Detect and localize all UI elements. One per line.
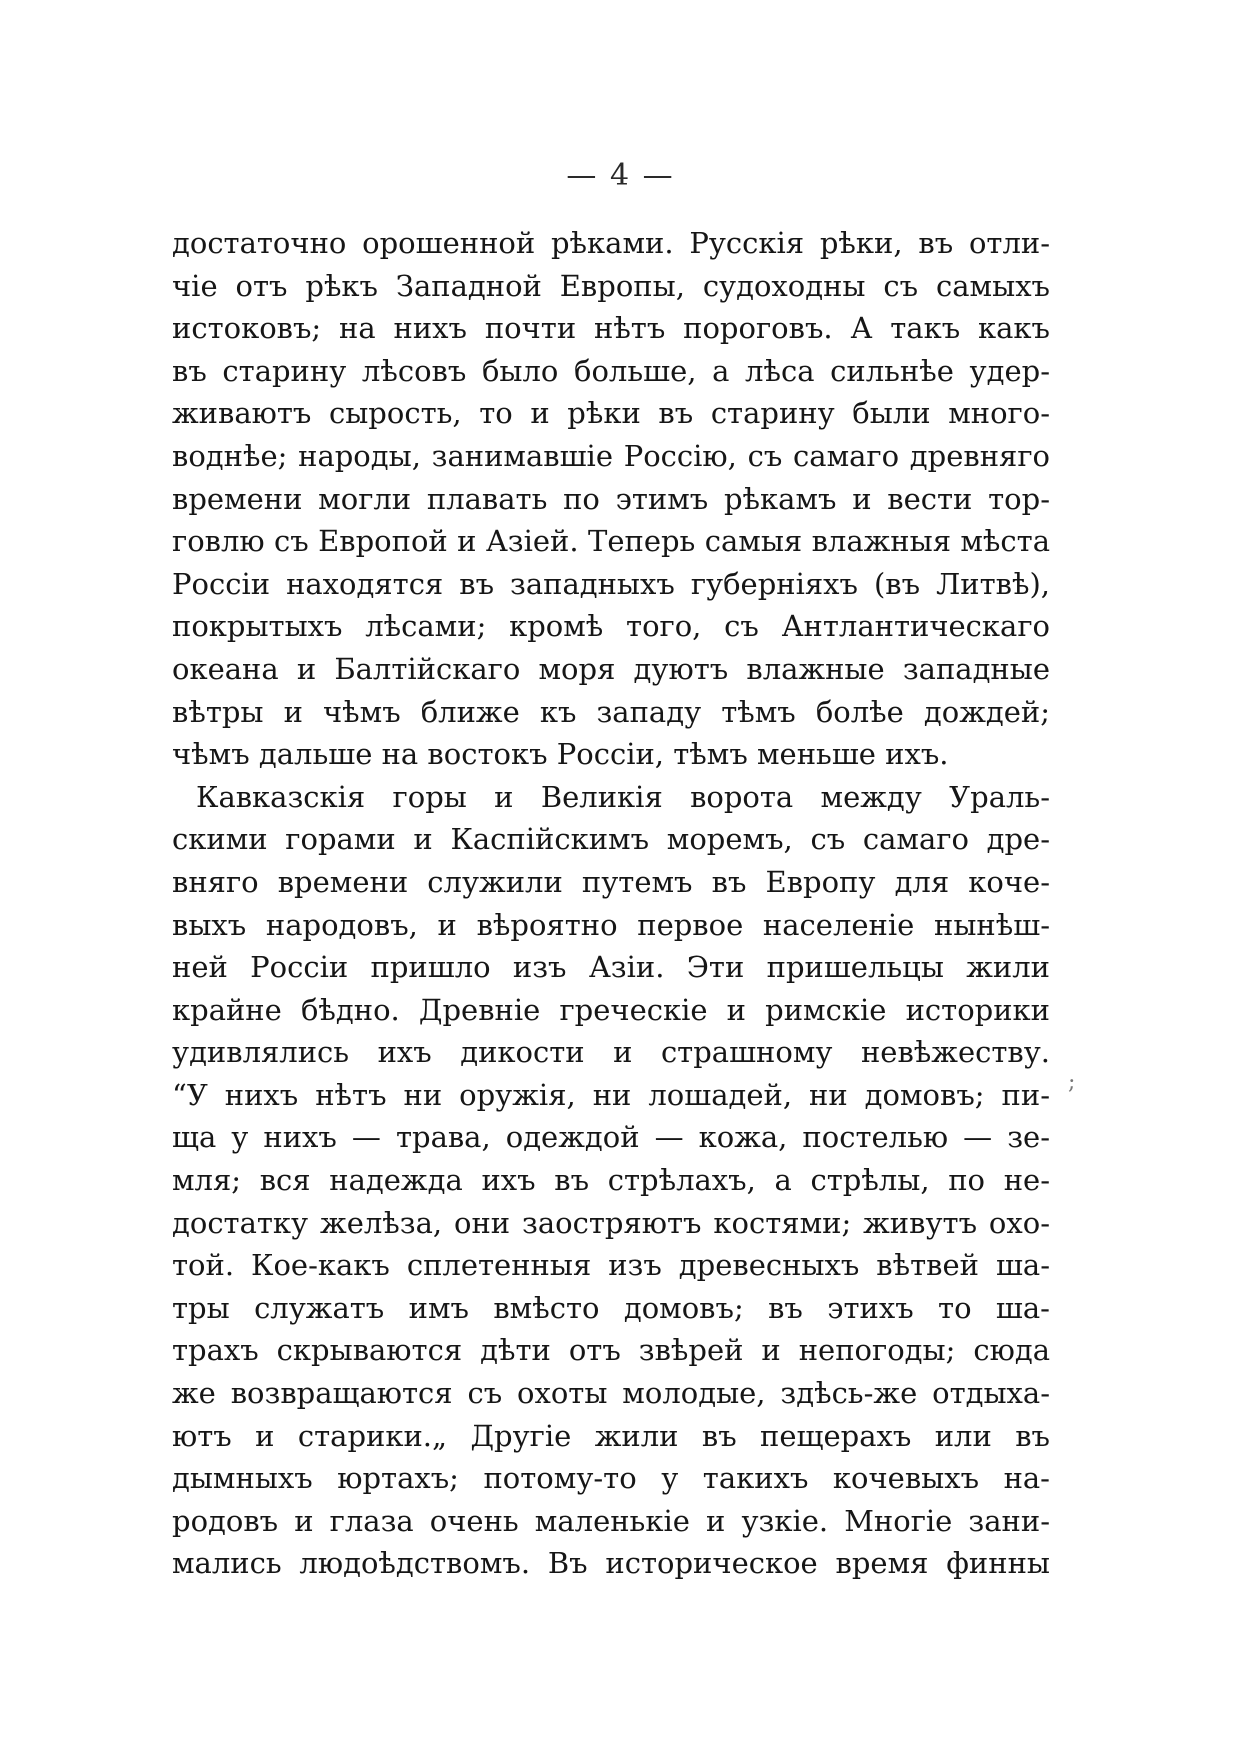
text-line: удивлялись ихъ дикости и страшному невѣжеству. [172, 1035, 1050, 1070]
text-line: крайне бѣдно. Древніе греческіе и римскіе историки [172, 992, 1050, 1027]
text-line: вѣтры и чѣмъ ближе къ западу тѣмъ болѣе дождей; [172, 694, 1050, 729]
page-number: — 4 — [566, 158, 675, 193]
text-line: той. Кое-какъ сплетенныя изъ древесныхъ вѣтвей ша- [172, 1248, 1050, 1283]
text-line: же возвращаются съ охоты молодые, здѣсь-же отдыха- [172, 1376, 1050, 1411]
text-line: вняго времени служили путемъ въ Европу для коче- [172, 864, 1050, 899]
text-line: океана и Балтійскаго моря дуютъ влажные западные [172, 651, 1050, 686]
text-line: тры служатъ имъ вмѣсто домовъ; въ этихъ то ша- [172, 1290, 1050, 1325]
text-line: истоковъ; на нихъ почти нѣтъ пороговъ. А такъ какъ [172, 311, 1050, 346]
text-line: чѣмъ дальше на востокъ Россіи, тѣмъ меньше ихъ. [172, 737, 949, 772]
text-line: мля; вся надежда ихъ въ стрѣлахъ, а стрѣлы, по не- [172, 1163, 1050, 1198]
text-line: говлю съ Европой и Азіей. Теперь самыя влажныя мѣста [172, 524, 1050, 559]
text-line: трахъ скрываются дѣти отъ звѣрей и непогоды; сюда [172, 1333, 1050, 1368]
text-line: дымныхъ юртахъ; потому-то у такихъ кочевыхъ на- [172, 1461, 1050, 1496]
text-line: достаточно орошенной рѣками. Русскія рѣки, въ отли- [172, 226, 1050, 260]
text-line: родовъ и глаза очень маленькіе и узкіе. Многіе зани- [172, 1503, 1050, 1538]
text-line: воднѣе; народы, занимавшіе Россію, съ самаго древняго [172, 438, 1050, 473]
text-line: Россіи находятся въ западныхъ губерніяхъ (въ Литвѣ), [172, 566, 1050, 601]
text-line: ща у нихъ — трава, одеждой — кожа, постелью — зе- [172, 1120, 1050, 1155]
text-line: Кавказскія горы и Великія ворота между Ураль- [196, 779, 1050, 814]
text-line: мались людоѣдствомъ. Въ историческое время финны [172, 1546, 1050, 1581]
text-line: покрытыхъ лѣсами; кромѣ того, съ Антлантическаго [172, 609, 1050, 644]
paragraph-2 [172, 776, 1050, 1585]
text-line: въ старину лѣсовъ было больше, а лѣса сильнѣе удер- [172, 353, 1050, 388]
text-line: выхъ народовъ, и вѣроятно первое населеніе нынѣш- [172, 907, 1050, 942]
text-line: живаютъ сырость, то и рѣки въ старину были много- [172, 396, 1050, 431]
text-line: ней Россіи пришло изъ Азіи. Эти пришельцы жили [172, 950, 1050, 985]
text-line: ютъ и старики.„ Другіе жили въ пещерахъ или въ [172, 1418, 1050, 1453]
body-text [172, 222, 1050, 1585]
margin-speck: ; [1068, 1070, 1076, 1095]
text-line: чіе отъ рѣкъ Западной Европы, судоходны съ самыхъ [172, 268, 1050, 303]
paragraph-1 [172, 222, 1050, 776]
text-line: скими горами и Каспійскимъ моремъ, съ самаго дре- [172, 822, 1050, 857]
text-line: времени могли плавать по этимъ рѣкамъ и вести тор- [172, 481, 1050, 516]
text-line: достатку желѣза, они заостряютъ костями; живутъ охо- [172, 1205, 1050, 1240]
text-line: “У нихъ нѣтъ ни оружія, ни лошадей, ни домовъ; пи- [172, 1077, 1050, 1112]
